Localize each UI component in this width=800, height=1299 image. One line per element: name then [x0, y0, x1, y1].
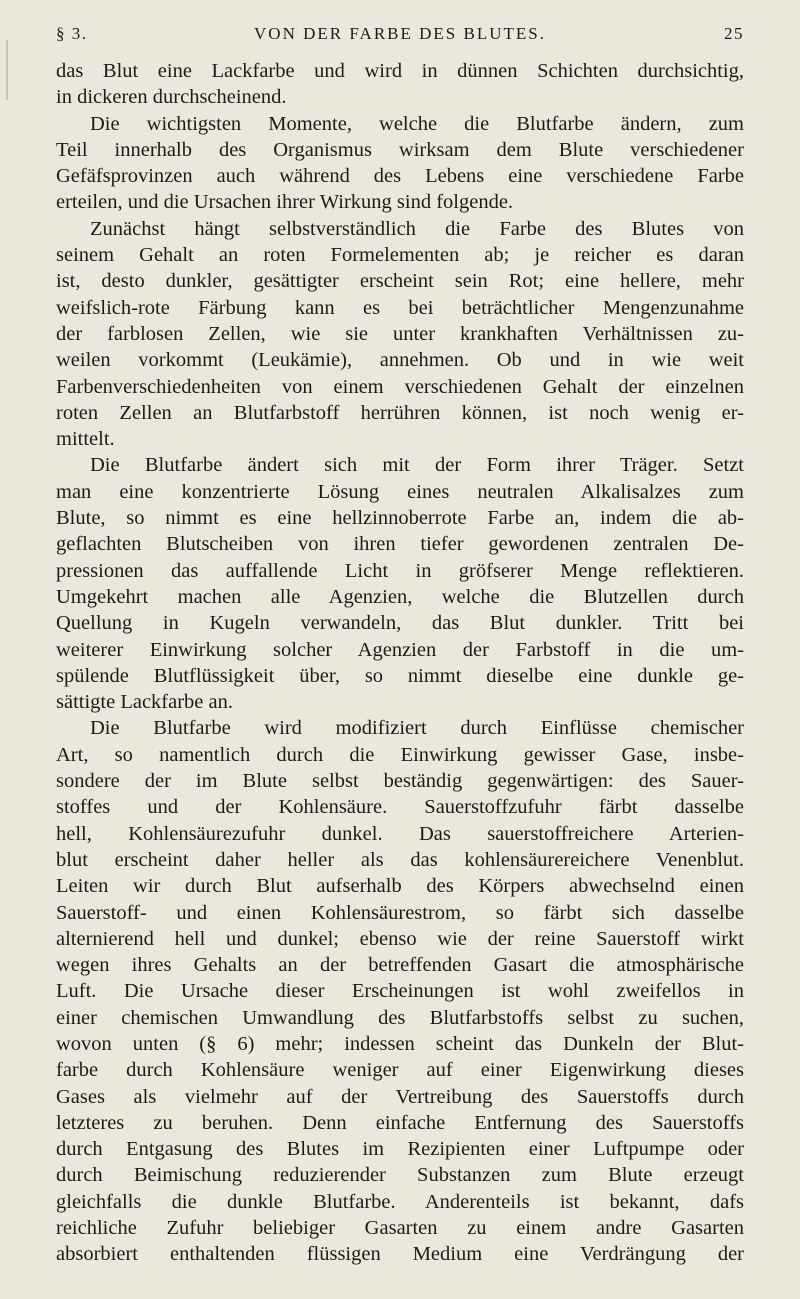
text-line: Sauerstoff- und einen Kohlensäurestrom, so färbt sich dasselbe	[56, 901, 744, 924]
text-line: seinem Gehalt an roten Formelementen ab; je reicher es daran	[56, 244, 744, 267]
text-line: Die Blutfarbe wird modifiziert durch Einflüsse chemischer	[90, 717, 744, 740]
text-line: gleichfalls die dunkle Blutfarbe. Anderenteils ist bekannt, dafs	[56, 1190, 744, 1213]
text-line: durch Entgasung des Blutes im Rezipienten einer Luftpumpe oder	[56, 1138, 744, 1161]
text-line: in dickeren durchscheinend.	[56, 86, 287, 109]
text-line: durch Beimischung reduzierender Substanzen zum Blute erzeugt	[56, 1164, 744, 1187]
text-line: weifslich-rote Färbung kann es bei beträchtlicher Mengenzunahme	[56, 296, 744, 319]
text-line: Umgekehrt machen alle Agenzien, welche die Blutzellen durch	[56, 585, 744, 608]
text-line: man eine konzentrierte Lösung eines neutralen Alkalisalzes zum	[56, 480, 744, 503]
text-line: absorbiert enthaltenden flüssigen Medium eine Verdrängung der	[56, 1243, 744, 1266]
section-number: § 3.	[56, 24, 88, 43]
text-line: Gases als vielmehr auf der Vertreibung des Sauerstoffs durch	[56, 1085, 744, 1108]
text-line: einer chemischen Umwandlung des Blutfarbstoffs selbst zu suchen,	[56, 1006, 744, 1029]
text-line: Gefäfsprovinzen auch während des Lebens eine verschiedene Farbe	[56, 165, 744, 188]
text-line: ist, desto dunkler, gesättigter erscheint sein Rot; eine hellere, mehr	[56, 270, 744, 293]
text-line: spülende Blutflüssigkeit über, so nimmt dieselbe eine dunkle ge-	[56, 664, 744, 687]
text-line: Leiten wir durch Blut aufserhalb des Körpers abwechselnd einen	[56, 875, 744, 898]
text-line: Luft. Die Ursache dieser Erscheinungen ist wohl zweifellos in	[56, 980, 744, 1003]
text-line: wegen ihres Gehalts an der betreffenden Gasart die atmosphärische	[56, 954, 744, 977]
text-line: roten Zellen an Blutfarbstoff herrühren können, ist noch wenig er-	[56, 401, 744, 424]
running-title: VON DER FARBE DES BLUTES.	[254, 24, 546, 43]
text-line: Zunächst hängt selbstverständlich die Farbe des Blutes von	[90, 217, 744, 240]
text-line: farbe durch Kohlensäure weniger auf einer Eigenwirkung dieses	[56, 1059, 744, 1082]
page-number: 25	[724, 24, 744, 43]
page-edge-mark	[6, 40, 8, 100]
running-header	[56, 20, 744, 48]
text-line: wovon unten (§ 6) mehr; indessen scheint das Dunkeln der Blut-	[56, 1032, 744, 1055]
text-line: Die wichtigsten Momente, welche die Blutfarbe ändern, zum	[90, 112, 744, 135]
text-line: erteilen, und die Ursachen ihrer Wirkung sind folgende.	[56, 191, 514, 214]
text-line: pressionen das auffallende Licht in gröfserer Menge reflektieren.	[56, 559, 744, 582]
body-text	[56, 58, 744, 1268]
text-line: Die Blutfarbe ändert sich mit der Form ihrer Träger. Setzt	[90, 454, 744, 477]
text-line: Blute, so nimmt es eine hellzinnoberrote Farbe an, indem die ab-	[56, 507, 744, 530]
text-line: blut erscheint daher heller als das kohlensäurereichere Venenblut.	[56, 848, 744, 871]
text-line: sondere der im Blute selbst beständig gegenwärtigen: des Sauer-	[56, 770, 744, 793]
text-line: alternierend hell und dunkel; ebenso wie der reine Sauerstoff wirkt	[56, 927, 744, 950]
text-line: der farblosen Zellen, wie sie unter krankhaften Verhältnissen zu-	[56, 322, 744, 345]
text-line: weiterer Einwirkung solcher Agenzien der Farbstoff in die um-	[56, 638, 744, 661]
text-line: reichliche Zufuhr beliebiger Gasarten zu einem andre Gasarten	[56, 1217, 744, 1240]
text-line: sättigte Lackfarbe an.	[56, 691, 234, 714]
text-line: hell, Kohlensäurezufuhr dunkel. Das sauerstoffreichere Arterien-	[56, 822, 744, 845]
text-line: mittelt.	[56, 428, 115, 451]
text-line: Teil innerhalb des Organismus wirksam dem Blute verschiedener	[56, 138, 744, 161]
text-line: Farbenverschiedenheiten von einem verschiedenen Gehalt der einzelnen	[56, 375, 744, 398]
text-line: Art, so namentlich durch die Einwirkung gewisser Gase, insbe-	[56, 743, 744, 766]
text-line: weilen vorkommt (Leukämie), annehmen. Ob und in wie weit	[56, 349, 744, 372]
text-line: stoffes und der Kohlensäure. Sauerstoffzufuhr färbt dasselbe	[56, 796, 744, 819]
text-line: das Blut eine Lackfarbe und wird in dünnen Schichten durchsichtig,	[56, 60, 744, 82]
text-line: Quellung in Kugeln verwandeln, das Blut dunkler. Tritt bei	[56, 612, 744, 635]
text-line: geflachten Blutscheiben von ihren tiefer gewordenen zentralen De-	[56, 533, 744, 556]
text-line: letzteres zu beruhen. Denn einfache Entfernung des Sauerstoffs	[56, 1111, 744, 1134]
